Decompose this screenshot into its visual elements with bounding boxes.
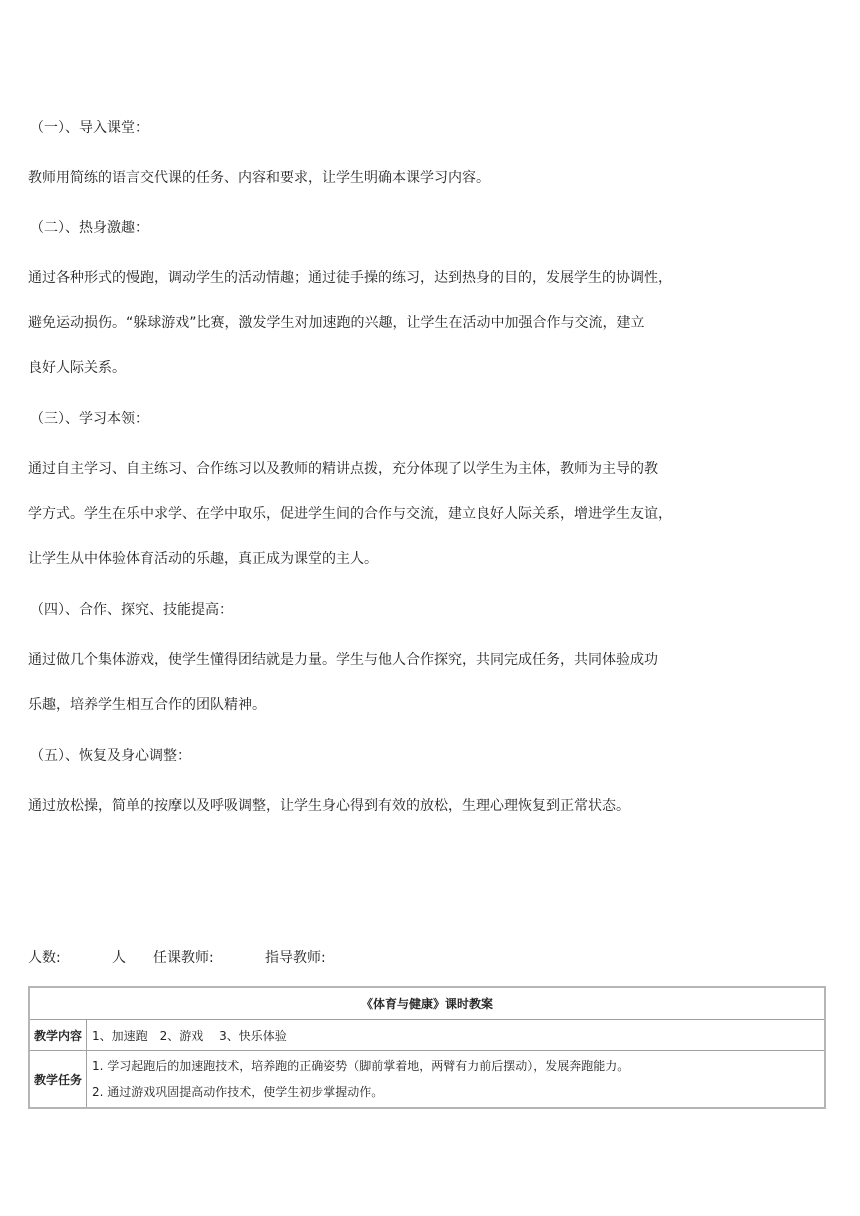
lesson-plan-table <box>28 986 826 1109</box>
lesson-plan-title: 《体育与健康》课时教案 <box>29 987 825 1020</box>
content-value: 1、加速跑 2、游戏 3、快乐体验 <box>87 1020 826 1051</box>
section-2-line-2: 避免运动损伤。“躲球游戏”比赛，激发学生对加速跑的兴趣，让学生在活动中加强合作与交流，建立 <box>28 315 645 331</box>
student-count-unit: 人 <box>112 950 126 966</box>
task-item-2: 2. 通过游戏巩固提高动作技术，使学生初步掌握动作。 <box>92 1085 384 1099</box>
task-cell <box>87 1051 826 1109</box>
content-label: 教学内容 <box>29 1020 87 1051</box>
teacher-label: 任课教师: <box>153 950 214 966</box>
section-4-heading: （四）、合作、探究、技能提高： <box>30 602 233 618</box>
section-1-line-1: 教师用简练的语言交代课的任务、内容和要求，让学生明确本课学习内容。 <box>28 170 490 186</box>
section-3-line-1: 通过自主学习、自主练习、合作练习以及教师的精讲点拨，充分体现了以学生为主体，教师为主导的教 <box>28 461 658 477</box>
advisor-label: 指导教师: <box>265 950 326 966</box>
section-5-line-1: 通过放松操，简单的按摩以及呼吸调整，让学生身心得到有效的放松，生理心理恢复到正常状态。 <box>28 798 630 814</box>
task-item-1: 1. 学习起跑后的加速跑技术，培养跑的正确姿势（脚前掌着地，两臂有力前后摆动），发展奔跑能力。 <box>92 1059 630 1073</box>
table-row <box>29 1051 825 1109</box>
section-3-heading: （三）、学习本领： <box>30 411 149 427</box>
section-1-heading: （一）、导入课堂： <box>30 120 149 136</box>
section-3-line-2: 学方式。学生在乐中求学、在学中取乐，促进学生间的合作与交流，建立良好人际关系，增进学生友谊， <box>28 506 672 522</box>
section-4-line-2: 乐趣，培养学生相互合作的团队精神。 <box>28 697 266 713</box>
section-2-line-3: 良好人际关系。 <box>28 360 126 376</box>
task-label: 教学任务 <box>29 1051 87 1109</box>
section-2-line-1: 通过各种形式的慢跑，调动学生的活动情趣；通过徒手操的练习，达到热身的目的，发展学生的协调性， <box>28 270 672 286</box>
table-row <box>29 1020 825 1051</box>
section-2-heading: （二）、热身激趣： <box>30 220 149 236</box>
section-3-line-3: 让学生从中体验体育活动的乐趣，真正成为课堂的主人。 <box>28 551 378 567</box>
section-4-line-1: 通过做几个集体游戏，使学生懂得团结就是力量。学生与他人合作探究，共同完成任务，共同体验成功 <box>28 652 658 668</box>
student-count-label: 人数: <box>28 950 61 966</box>
section-5-heading: （五）、恢复及身心调整： <box>30 748 191 764</box>
